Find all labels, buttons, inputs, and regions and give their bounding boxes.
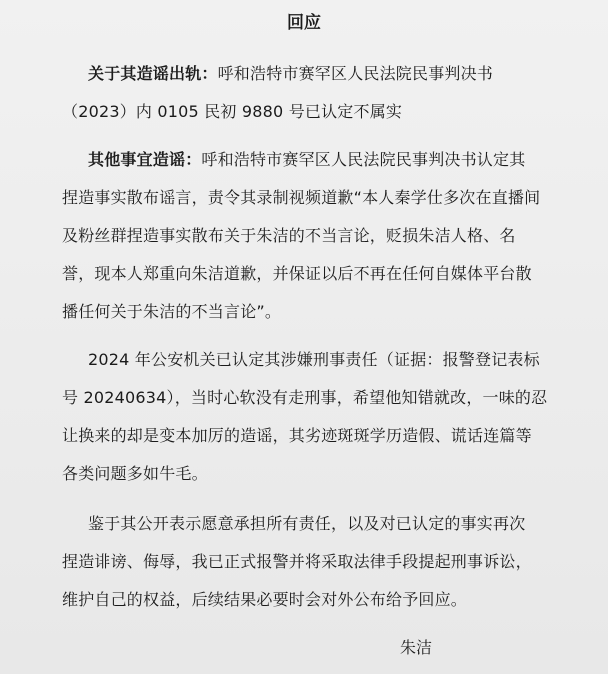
section4-line1: 鉴于其公开表示愿意承担所有责任，以及对已认定的事实再次 <box>88 514 526 533</box>
section2-lead: 其他事宜造谣： <box>88 150 202 169</box>
section2-line5: 播任何关于朱洁的不当言论”。 <box>62 302 282 321</box>
signature: 朱洁 <box>400 638 433 657</box>
section2-line3: 及粉丝群捏造事实散布关于朱洁的不当言论，贬损朱洁人格、名 <box>62 226 516 245</box>
section2-line1-text: 呼和浩特市赛罕区人民法院民事判决书认定其 <box>201 150 526 169</box>
section1-line2: （2023）内 0105 民初 9880 号已认定不属实 <box>62 102 403 121</box>
section1-line1 <box>88 62 493 86</box>
section3-line2: 号 20240634），当时心软没有走刑事，希望他知错就改，一味的忍 <box>62 388 548 407</box>
section3-line4: 各类问题多如牛毛。 <box>62 464 208 483</box>
section2-line1 <box>88 148 525 172</box>
section3-line1: 2024 年公安机关已认定其涉嫌刑事责任（证据：报警登记表标 <box>88 350 540 369</box>
section2-line4: 誉，现本人郑重向朱洁道歉，并保证以后不再在任何自媒体平台散 <box>62 264 532 283</box>
section1-lead: 关于其造谣出轨： <box>88 64 218 83</box>
section2-line2: 捏造事实散布谣言，责令其录制视频道歉“本人秦学仕多次在直播间 <box>62 188 541 207</box>
section1-line1-text: 呼和浩特市赛罕区人民法院民事判决书 <box>217 64 494 83</box>
section4-line3: 维护自己的权益，后续结果必要时会对外公布给予回应。 <box>62 590 468 609</box>
document-title: 回应 <box>287 13 321 33</box>
section3-line3: 让换来的却是变本加厉的造谣，其劣迹斑斑学历造假、谎话连篇等 <box>62 426 532 445</box>
section4-line2: 捏造诽谤、侮辱，我已正式报警并将采取法律手段提起刑事诉讼， <box>62 552 532 571</box>
